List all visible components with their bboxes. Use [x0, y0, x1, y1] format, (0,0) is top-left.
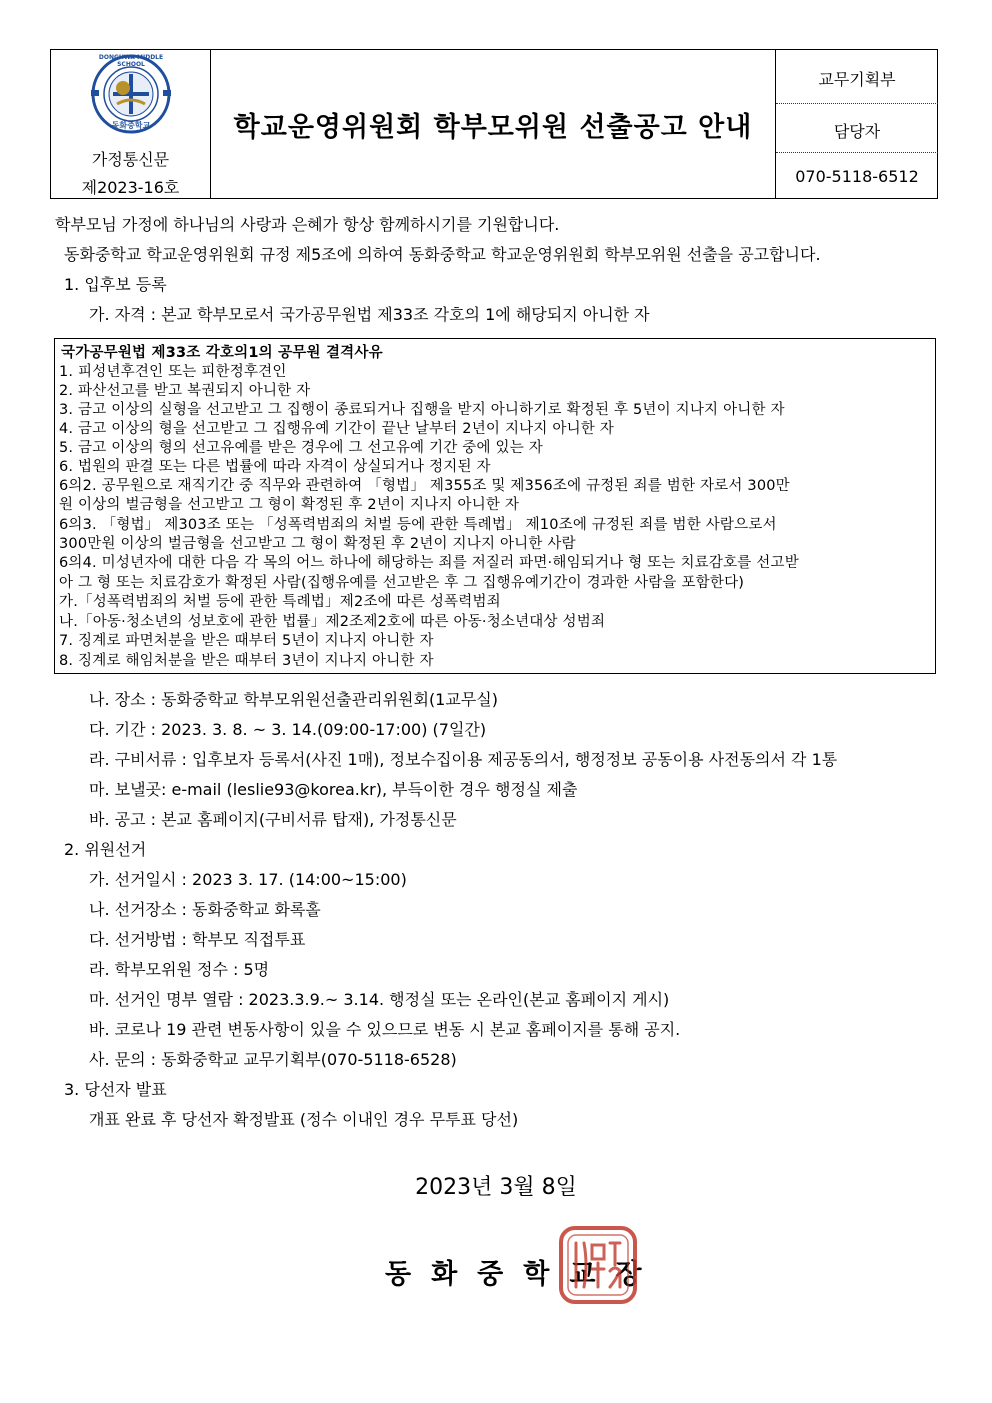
legal-line: 가.「성폭력범죄의 처벌 등에 관한 특례법」제2조에 따른 성폭력범죄: [59, 594, 501, 610]
section1-qualification: 가. 자격 : 본교 학부모로서 국가공무원법 제33조 각호의 1에 해당되지 아니한 자: [89, 305, 650, 324]
intro-announcement: 동화중학교 학교운영위원회 규정 제5조에 의하여 동화중학교 학교운영위원회 학부모위원 선출을 공고합니다.: [64, 245, 821, 264]
issue-date: 2023년 3월 8일: [415, 1175, 577, 1200]
contact-label: 담당자: [833, 122, 881, 141]
section3-heading: 3. 당선자 발표: [64, 1080, 167, 1099]
section2-item: 사. 문의 : 동화중학교 교무기획부(070-5118-6528): [89, 1050, 457, 1069]
legal-line: 6의4. 미성년자에 대한 다음 각 목의 어느 하나에 해당하는 죄를 저질러 파면·해임되거나 형 또는 치료감호를 선고받: [59, 555, 799, 571]
doc-number: 제2023-16호: [81, 178, 180, 197]
legal-line: 6의3. 「형법」 제303조 또는 「성폭력범죄의 처벌 등에 관한 특례법」 제10조에 규정된 죄를 범한 사람으로서: [59, 517, 777, 533]
section1-item: 나. 장소 : 동화중학교 학부모위원선출관리위원회(1교무실): [89, 690, 498, 709]
section1-item: 라. 구비서류 : 입후보자 등록서(사진 1매), 정보수집이용 제공동의서, 행정정보 공동이용 사전동의서 각 1통: [89, 750, 838, 769]
principal-signature: 동화중학교장: [385, 1259, 662, 1290]
legal-line: 6의2. 공무원으로 재직기간 중 직무와 관련하여 「형법」 제355조 및 제356조에 규정된 죄를 범한 자로서 300만: [59, 478, 790, 494]
section1-item: 다. 기간 : 2023. 3. 8. ~ 3. 14.(09:00-17:00) (7일간): [89, 720, 487, 739]
header-left-cell: [51, 50, 211, 198]
legal-box-heading: 국가공무원법 제33조 각호의1의 공무원 결격사유: [61, 345, 383, 361]
doc-type: 가정통신문: [91, 150, 170, 169]
legal-line: 원 이상의 벌금형을 선고받고 그 형이 확정된 후 2년이 지나지 아니한 자: [59, 497, 520, 513]
section2-item: 라. 학부모위원 정수 : 5명: [89, 960, 270, 979]
official-seal-icon: [558, 1225, 638, 1305]
section1-heading: 1. 입후보 등록: [64, 275, 167, 294]
legal-line: 5. 금고 이상의 형의 선고유예를 받은 경우에 그 선고유예 기간 중에 있는 자: [59, 440, 543, 456]
logo-bottom-text: 동화중학교: [111, 121, 151, 130]
logo-top-text: DONGHWA MIDDLE SCHOOL: [98, 54, 164, 68]
legal-line: 1. 피성년후견인 또는 피한정후견인: [59, 364, 287, 380]
intro-greeting: 학부모님 가정에 하나님의 사랑과 은혜가 항상 함께하시기를 기원합니다.: [55, 215, 560, 234]
section2-item: 가. 선거일시 : 2023 3. 17. (14:00~15:00): [89, 870, 407, 889]
divider: [776, 103, 938, 104]
legal-line: 6. 법원의 판결 또는 다른 법률에 따라 자격이 상실되거나 정지된 자: [59, 459, 491, 475]
section2-item: 마. 선거인 명부 열람 : 2023.3.9.~ 3.14. 행정실 또는 온라인(본교 홈페이지 게시): [89, 990, 670, 1009]
legal-line: 3. 금고 이상의 실형을 선고받고 그 집행이 종료되거나 집행을 받지 아니하기로 확정된 후 5년이 지나지 아니한 자: [59, 402, 785, 418]
document-title: 학교운영위원회 학부모위원 선출공고 안내: [233, 111, 753, 143]
school-logo: [51, 50, 210, 134]
legal-line: 2. 파산선고를 받고 복권되지 아니한 자: [59, 383, 311, 399]
section2-heading: 2. 위원선거: [64, 840, 147, 859]
section2-item: 바. 코로나 19 관련 변동사항이 있을 수 있으므로 변동 시 본교 홈페이지를 통해 공지.: [89, 1020, 681, 1039]
legal-line: 아 그 형 또는 치료감호가 확정된 사람(집행유예를 선고받은 후 그 집행유예기간이 경과한 사람을 포함한다): [59, 575, 745, 591]
section2-item: 다. 선거방법 : 학부모 직접투표: [89, 930, 306, 949]
header-table: [50, 49, 938, 199]
legal-line: 8. 징계로 해임처분을 받은 때부터 3년이 지나지 아니한 자: [59, 653, 434, 669]
section1-item: 마. 보낼곳: e-mail (leslie93@korea.kr), 부득이한 경우 행정실 제출: [89, 780, 578, 799]
legal-line: 4. 금고 이상의 형을 선고받고 그 집행유예 기간이 끝난 날부터 2년이 지나지 아니한 자: [59, 421, 615, 437]
section3-text: 개표 완료 후 당선자 확정발표 (정수 이내인 경우 무투표 당선): [89, 1110, 519, 1129]
section2-item: 나. 선거장소 : 동화중학교 화록홀: [89, 900, 321, 919]
header-right-cell: [775, 50, 938, 198]
legal-line: 300만원 이상의 벌금형을 선고받고 그 형이 확정된 후 2년이 지나지 아니한 사람: [59, 536, 576, 552]
legal-disqualification-box: [54, 338, 936, 674]
contact-phone: 070-5118-6512: [795, 167, 919, 186]
section1-item: 바. 공고 : 본교 홈페이지(구비서류 탑재), 가정통신문: [89, 810, 457, 829]
legal-line: 7. 징계로 파면처분을 받은 때부터 5년이 지나지 아니한 자: [59, 633, 434, 649]
divider: [776, 152, 938, 153]
legal-line: 나.「아동·청소년의 성보호에 관한 법률」제2조제2호에 따른 아동·청소년대상 성범죄: [59, 614, 606, 630]
department: 교무기획부: [818, 70, 896, 89]
